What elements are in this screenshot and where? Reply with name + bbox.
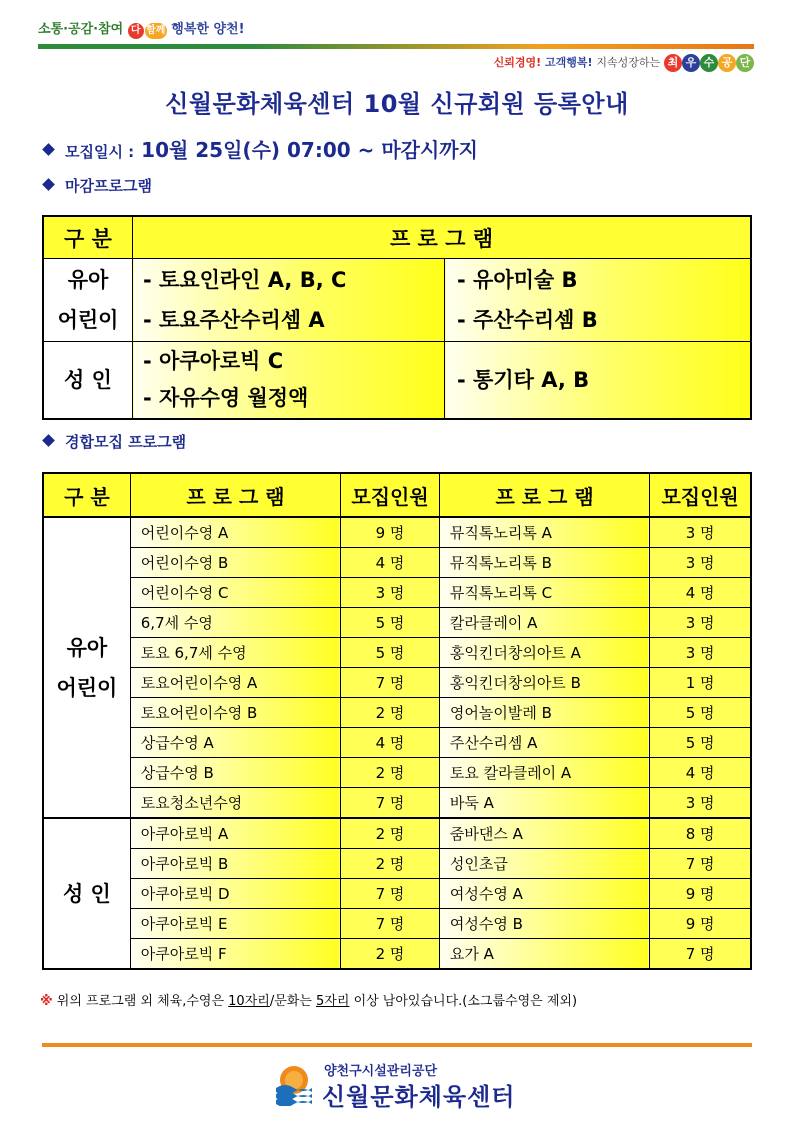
competitive-section-heading [44, 431, 186, 452]
program-name: 아쿠아로빅 A [130, 818, 340, 849]
program-name: 요가 A [439, 939, 649, 970]
slogan-circle-3: 수 [700, 54, 718, 72]
recruit-value: 10월 25일(수) 07:00 ~ 마감시까지 [141, 138, 478, 162]
header-program: 프 로 그 램 [130, 473, 340, 517]
slogan-right-trust: 신뢰경영! [493, 56, 542, 69]
competitive-section-title: 경합모집 프로그램 [65, 433, 187, 451]
program-name: 6,7세 수영 [130, 608, 340, 638]
category-adult: 성 인 [43, 342, 133, 420]
recruit-count: 5 명 [341, 638, 440, 668]
footer-center-name: 신월문화체육센터 [322, 1083, 516, 1111]
category-line: 어린이 [56, 675, 118, 700]
program-name: 아쿠아로빅 F [130, 939, 340, 970]
recruit-count: 3 명 [650, 517, 751, 548]
slogan-circle-1: 최 [664, 54, 682, 72]
note-highlight: 10자리 [228, 994, 270, 1009]
program-name: 어린이수영 C [130, 578, 340, 608]
note-text: 위의 프로그램 외 체육,수영은 [56, 994, 225, 1009]
slogan-circle-4: 공 [718, 54, 736, 72]
closed-program-item: - 토요주산수리셈 A [143, 308, 325, 332]
recruit-count: 3 명 [341, 578, 440, 608]
recruit-count: 3 명 [650, 608, 751, 638]
page-title: 신월문화체육센터 10월 신규회원 등록안내 [165, 90, 629, 118]
recruit-count: 2 명 [341, 849, 440, 879]
program-name: 토요 칼라클레이 A [439, 758, 649, 788]
recruit-count: 8 명 [650, 818, 751, 849]
header-program: 프 로 그 램 [439, 473, 649, 517]
program-name: 여성수영 B [439, 909, 649, 939]
category-child [43, 517, 130, 818]
table-row [43, 849, 751, 879]
slogan-right-happy: 고객행복! [545, 56, 593, 69]
footer-org: 양천구시설관리공단 [324, 1064, 438, 1079]
top-divider [38, 44, 754, 49]
program-name: 뮤직톡노리톡 C [439, 578, 649, 608]
table-row [43, 728, 751, 758]
recruit-count: 4 명 [650, 758, 751, 788]
category-line: 성 인 [62, 881, 111, 906]
slogan-left-suffix: 행복한 양천! [171, 22, 245, 37]
table-row [43, 578, 751, 608]
bottom-divider [42, 1043, 752, 1047]
program-name: 토요 6,7세 수영 [130, 638, 340, 668]
recruit-count: 1 명 [650, 668, 751, 698]
slogan-left-text: 소통·공감·참여 [38, 22, 124, 37]
program-name: 아쿠아로빅 D [130, 879, 340, 909]
slogan-circle-hamkke: 함께 [145, 23, 167, 39]
recruit-count: 5 명 [650, 728, 751, 758]
table-row [43, 608, 751, 638]
note-mark: ※ [40, 994, 53, 1009]
recruit-count: 7 명 [650, 939, 751, 970]
closed-program-item: - 자유수영 월정액 [143, 386, 309, 410]
closed-programs-table [42, 215, 752, 420]
table-row [43, 758, 751, 788]
recruit-count: 2 명 [341, 698, 440, 728]
program-name: 토요어린이수영 B [130, 698, 340, 728]
closed-program-cell [445, 259, 752, 342]
program-name: 아쿠아로빅 B [130, 849, 340, 879]
recruit-count: 4 명 [650, 578, 751, 608]
program-name: 상급수영 A [130, 728, 340, 758]
recruit-count: 3 명 [650, 638, 751, 668]
table-row [43, 668, 751, 698]
program-name: 토요어린이수영 A [130, 668, 340, 698]
table-row [43, 698, 751, 728]
recruit-count: 2 명 [341, 818, 440, 849]
recruit-count: 2 명 [341, 758, 440, 788]
table-row [43, 818, 751, 849]
header-program: 프 로 그 램 [133, 216, 752, 259]
recruit-count: 3 명 [650, 788, 751, 819]
sun-wave-logo-icon [272, 1062, 316, 1106]
recruit-count: 7 명 [650, 849, 751, 879]
closed-program-item: - 통기타 A, B [457, 368, 590, 392]
header-count: 모집인원 [650, 473, 751, 517]
footnote [40, 990, 577, 1009]
program-name: 토요청소년수영 [130, 788, 340, 819]
recruit-count: 7 명 [341, 909, 440, 939]
competitive-programs-table [42, 472, 752, 970]
program-name: 어린이수영 A [130, 517, 340, 548]
closed-program-cell [445, 342, 752, 420]
slogan-right-growth: 지속성장하는 [596, 56, 661, 69]
category-adult [43, 818, 130, 969]
program-name: 줌바댄스 A [439, 818, 649, 849]
recruit-count: 7 명 [341, 879, 440, 909]
closed-program-cell [133, 259, 445, 342]
closed-program-item: - 유아미술 B [457, 268, 578, 292]
program-name: 영어놀이발레 B [439, 698, 649, 728]
program-name: 성인초급 [439, 849, 649, 879]
slogan-circle-2: 우 [682, 54, 700, 72]
program-name: 주산수리셈 A [439, 728, 649, 758]
note-highlight: 5자리 [316, 994, 350, 1009]
recruit-count: 2 명 [341, 939, 440, 970]
program-name: 홍익킨더창의아트 B [439, 668, 649, 698]
recruit-label: 모집일시 : [65, 143, 135, 161]
program-name: 상급수영 B [130, 758, 340, 788]
program-name: 아쿠아로빅 E [130, 909, 340, 939]
recruit-count: 4 명 [341, 548, 440, 578]
category-line: 유아 [67, 268, 109, 292]
program-name: 홍익킨더창의아트 A [439, 638, 649, 668]
category-line: 유아 [66, 635, 108, 660]
table-row [43, 548, 751, 578]
recruit-count: 9 명 [650, 909, 751, 939]
diamond-bullet-icon [42, 143, 55, 156]
table-row [43, 517, 751, 548]
recruit-count: 9 명 [341, 517, 440, 548]
table-row [43, 638, 751, 668]
slogan-circle-5: 단 [736, 54, 754, 72]
closed-program-item: - 주산수리셈 B [457, 308, 598, 332]
program-name: 뮤직톡노리톡 A [439, 517, 649, 548]
recruit-count: 5 명 [341, 608, 440, 638]
closed-program-cell [133, 342, 445, 420]
recruit-count: 7 명 [341, 788, 440, 819]
closed-program-item: - 토요인라인 A, B, C [143, 268, 347, 292]
program-name: 여성수영 A [439, 879, 649, 909]
table-row [43, 788, 751, 819]
program-name: 어린이수영 B [130, 548, 340, 578]
header-count: 모집인원 [341, 473, 440, 517]
program-name: 뮤직톡노리톡 B [439, 548, 649, 578]
header-category: 구 분 [43, 216, 133, 259]
recruit-count: 9 명 [650, 879, 751, 909]
slogan-left [38, 18, 245, 39]
recruit-count: 3 명 [650, 548, 751, 578]
closed-section-heading [44, 175, 152, 196]
closed-program-item: - 아쿠아로빅 C [143, 349, 284, 373]
slogan-circle-da: 다 [128, 23, 144, 39]
recruit-date-line [44, 134, 478, 163]
table-row [43, 939, 751, 970]
diamond-bullet-icon [42, 434, 55, 447]
table-row [43, 879, 751, 909]
table-row [43, 909, 751, 939]
note-text: 이상 남아있습니다.(소그룹수영은 제외) [353, 994, 578, 1009]
recruit-count: 4 명 [341, 728, 440, 758]
diamond-bullet-icon [42, 178, 55, 191]
program-name: 칼라클레이 A [439, 608, 649, 638]
recruit-count: 7 명 [341, 668, 440, 698]
program-name: 바둑 A [439, 788, 649, 819]
recruit-count: 5 명 [650, 698, 751, 728]
header-category: 구 분 [43, 473, 130, 517]
closed-section-title: 마감프로그램 [65, 177, 152, 195]
category-line: 어린이 [57, 308, 119, 332]
note-text: /문화는 [269, 994, 312, 1009]
slogan-right [494, 54, 754, 72]
category-child [43, 259, 133, 342]
